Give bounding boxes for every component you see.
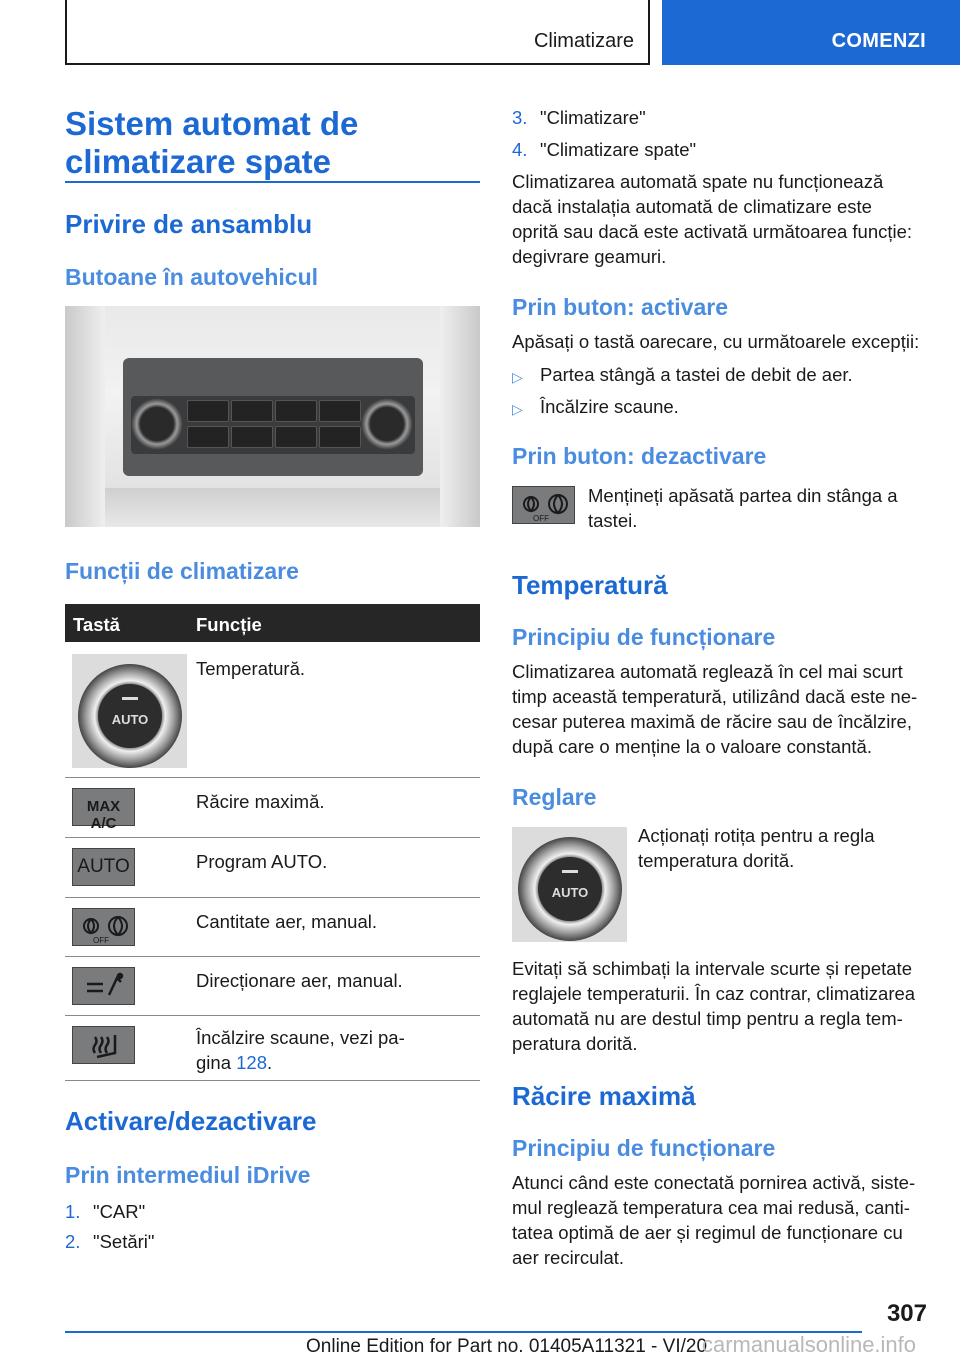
table-row: AUTO Program AUTO. — [65, 838, 480, 898]
bullet-triangle-icon: ▷ — [512, 369, 523, 385]
table-row — [65, 1016, 480, 1081]
header-chapter-label: COMENZI — [831, 30, 926, 52]
heading-temperature: Temperatură — [512, 570, 668, 600]
heading-buttons: Butoane în autovehicul — [65, 264, 319, 290]
max-ac-key-icon: MAX A/C — [72, 788, 135, 826]
list-item: ▷ Partea stângă a tastei de debit de aer. — [512, 362, 932, 387]
title-divider — [65, 181, 480, 183]
temperature-knob-icon: AUTO — [72, 654, 187, 768]
heading-functions: Funcții de climatizare — [65, 558, 299, 584]
rear-climate-note: Climatizarea automată spate nu funcționează dacă instalația automată de climatizare este oprită sau dacă este activată următoarea funcție: degivrare geamuri. — [512, 171, 913, 267]
fan-off-key-icon — [512, 486, 575, 524]
list-item: 4. "Climatizare spate" — [512, 139, 697, 160]
seat-heating-text: Încălzire scaune, vezi pa- gina 128. — [196, 1027, 405, 1073]
seat-heating-key-icon — [72, 1026, 135, 1064]
table-row: OFF Cantitate aer, manual. — [65, 898, 480, 957]
fan-off-key-icon — [72, 908, 135, 946]
air-direction-key-icon — [72, 967, 135, 1005]
heading-principle: Principiu de funcționare — [512, 624, 776, 650]
list-item: 1. "CAR" — [65, 1201, 146, 1222]
header-chapter-tab[interactable] — [662, 0, 960, 65]
list-item: 3. "Climatizare" — [512, 107, 646, 128]
button-off-text: Mențineți apăsată partea din stânga a tastei. — [588, 485, 898, 531]
avoid-text: Evitați să schimbați la intervale scurte și repetate reglajele temperaturii. În caz contrar, climatizarea automată nu are destul timp pentru a regla tem- peratura dorită. — [512, 958, 916, 1054]
table-row: Direcționare aer, manual. — [65, 957, 480, 1016]
heading-button-on: Prin buton: activare — [512, 294, 728, 320]
footer-edition: Online Edition for Part no. 01405A11321 - VI/20 — [306, 1336, 708, 1357]
bullet-triangle-icon: ▷ — [512, 401, 523, 417]
page-title: Sistem automat de climatizare spate — [65, 105, 359, 180]
heading-activate: Activare/dezactivare — [65, 1106, 317, 1136]
page-link-128[interactable]: 128 — [236, 1052, 267, 1073]
table-row: MAX A/C Răcire maximă. — [65, 778, 480, 838]
header-section-title: Climatizare — [533, 30, 634, 52]
svg-text:OFF: OFF — [533, 514, 549, 523]
control-panel-photo — [65, 306, 480, 527]
max-cooling-text: Atunci când este conectată pornirea activă, siste- mul reglează temperatura cea mai redusă, canti- tatea optimă de aer și regimul de funcționare cu aer recirculat. — [512, 1172, 916, 1268]
temperature-knob-icon: AUTO — [512, 827, 627, 942]
heading-adjust: Reglare — [512, 784, 597, 810]
button-on-text: Apăsați o tastă oarecare, cu următoarele excepții: — [512, 331, 920, 352]
adjust-text: Acționați rotița pentru a regla temperatura dorită. — [638, 825, 875, 871]
heading-idrive: Prin intermediul iDrive — [65, 1162, 311, 1188]
header-box — [65, 0, 650, 65]
heading-max-cooling: Răcire maximă — [512, 1081, 696, 1111]
heading-principle-2: Principiu de funcționare — [512, 1135, 776, 1161]
table-row: AUTO Temperatură. — [65, 642, 480, 778]
table-col-key: Tastă — [73, 614, 120, 635]
list-item: 2. "Setări" — [65, 1231, 155, 1252]
heading-overview: Privire de ansamblu — [65, 209, 313, 239]
svg-text:OFF: OFF — [93, 936, 109, 945]
list-item: ▷ Încălzire scaune. — [512, 394, 932, 419]
right-knob-icon — [361, 398, 413, 450]
temperature-text: Climatizarea automată reglează în cel mai scurt timp această temperatură, utilizând dacă este ne- cesar puterea maximă de răcire sau de încălzire, după care o menține la o valoare constantă. — [512, 661, 918, 757]
auto-key-icon: AUTO — [72, 848, 135, 886]
page-number: 307 — [886, 1300, 927, 1327]
left-knob-icon — [131, 398, 183, 450]
heading-button-off: Prin buton: dezactivare — [512, 443, 767, 469]
table-col-function: Funcție — [196, 614, 262, 635]
table-header — [65, 604, 480, 642]
watermark: carmanualsonline.info — [702, 1332, 917, 1357]
